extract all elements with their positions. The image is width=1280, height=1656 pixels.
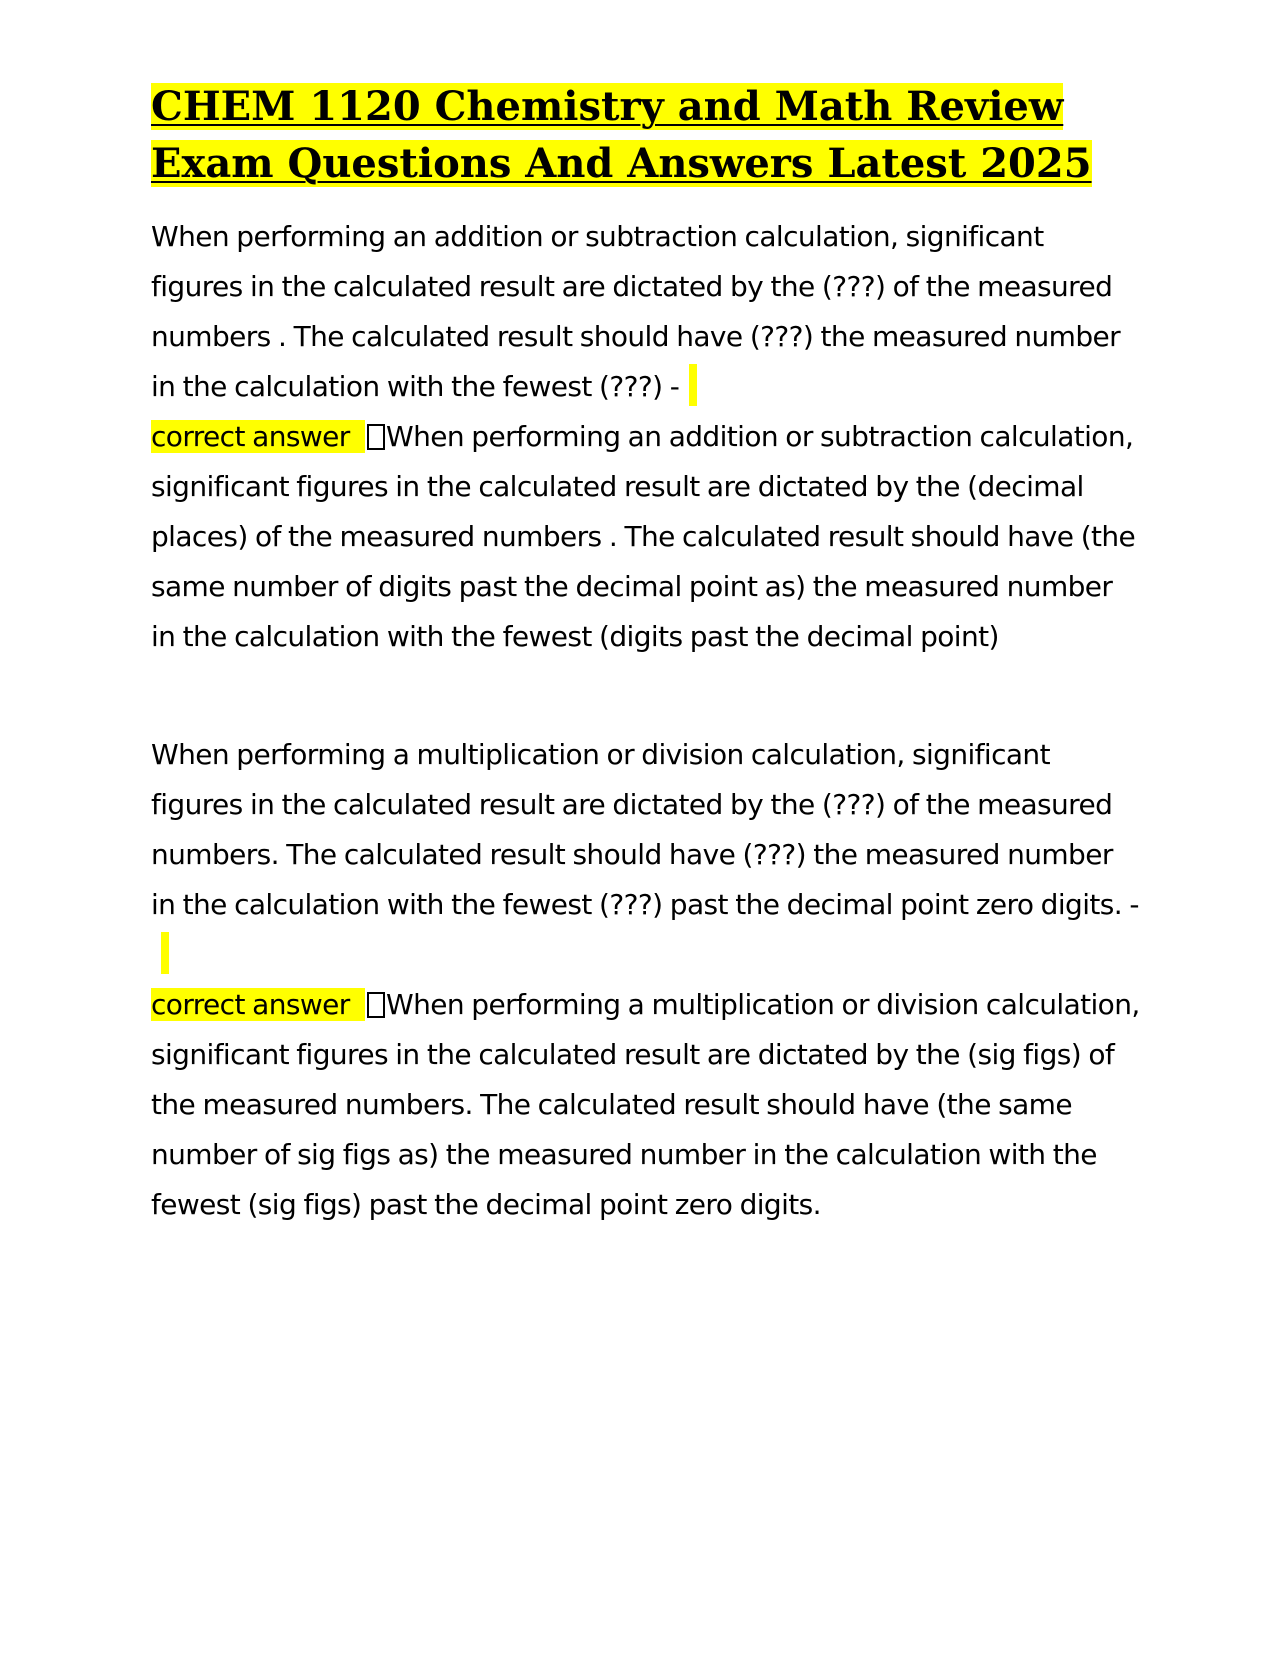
answer-text: When performing an addition or subtraction calculation, significant figures in the calculated result are dictated by the (decimal places) of the measured numbers . The calculated result should have (the same number of digits past the decimal point as) the measured number in the calculation with the fewest (digits past the decimal point) bbox=[151, 420, 1136, 653]
missing-glyph-icon bbox=[367, 992, 385, 1018]
document-content bbox=[151, 78, 1141, 1230]
answer-text: When performing a multiplication or division calculation, significant figures in the calculated result are dictated by the (sig figs) of the measured numbers. The calculated result should have (the same number of sig figs as) the measured number in the calculation with the fewest (sig figs) past the decimal point zero digits. bbox=[151, 988, 1140, 1221]
missing-glyph-icon bbox=[367, 424, 385, 450]
qa-item-2 bbox=[151, 730, 1141, 1230]
highlight-marker bbox=[689, 364, 697, 406]
document-title bbox=[151, 78, 1141, 192]
qa-item-1 bbox=[151, 212, 1141, 662]
question-text: When performing a multiplication or division calculation, significant figures in the calculated result are dictated by the (???) of the measured numbers. The calculated result should have (???) the measured number in the calculation with the fewest (???) past the decimal point zero digits. - bbox=[151, 738, 1139, 921]
correct-answer-label: correct answer bbox=[151, 988, 365, 1021]
title-line-1: CHEM 1120 Chemistry and Math Review bbox=[151, 83, 1064, 130]
highlight-marker bbox=[161, 932, 169, 974]
question-text: When performing an addition or subtraction calculation, significant figures in the calculated result are dictated by the (???) of the measured numbers . The calculated result should have (???) the measured number in the calculation with the fewest (???) - bbox=[151, 220, 1121, 403]
title-line-2: Exam Questions And Answers Latest 2025 bbox=[151, 140, 1092, 187]
correct-answer-label: correct answer bbox=[151, 420, 365, 453]
